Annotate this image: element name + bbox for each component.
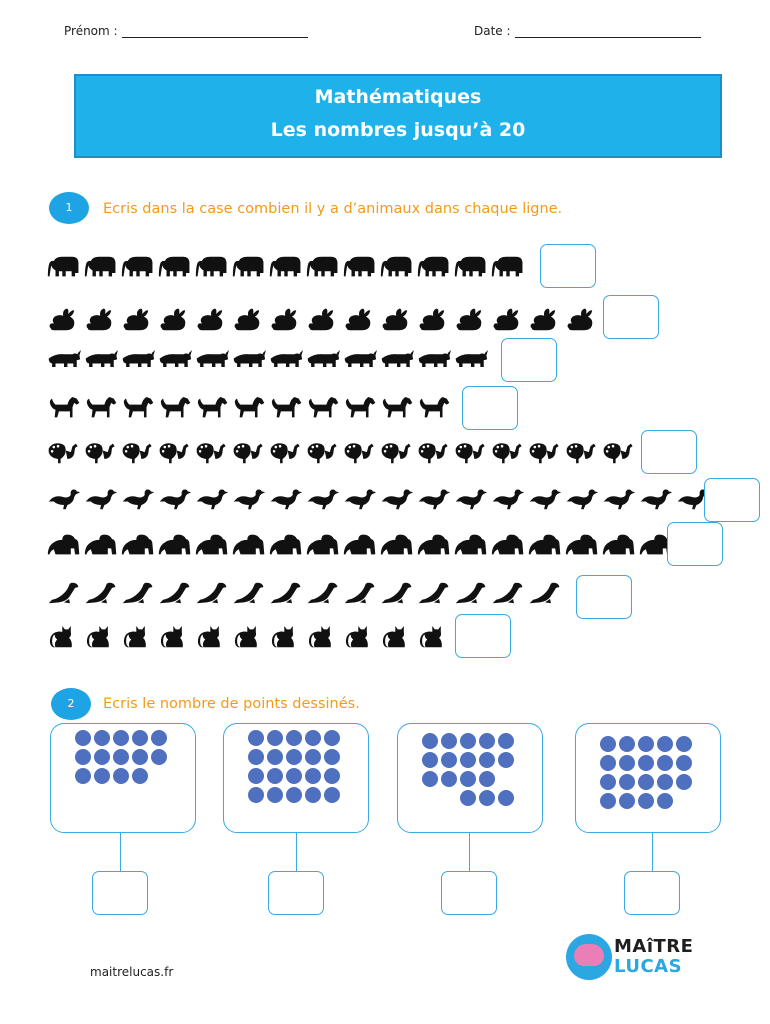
gorilla-icon — [343, 530, 377, 560]
goose-icon — [195, 484, 229, 514]
dot — [324, 730, 340, 746]
dot — [324, 749, 340, 765]
rabbit-icon — [491, 305, 525, 335]
peacock-icon — [343, 438, 377, 468]
dot — [657, 736, 673, 752]
goose-icon — [417, 484, 451, 514]
seal-icon — [47, 578, 81, 608]
elephant-icon — [380, 252, 414, 282]
horse-icon — [232, 393, 266, 423]
animal-row — [47, 484, 713, 514]
elephant-icon — [158, 252, 192, 282]
answer-box[interactable] — [641, 430, 697, 474]
dot — [498, 752, 514, 768]
dot — [638, 736, 654, 752]
cat-icon — [232, 622, 266, 652]
connector-line — [296, 833, 297, 871]
dot — [305, 768, 321, 784]
peacock-icon — [417, 438, 451, 468]
rabbit-icon — [417, 305, 451, 335]
dot — [132, 749, 148, 765]
horse-icon — [343, 393, 377, 423]
dot — [460, 752, 476, 768]
peacock-icon — [306, 438, 340, 468]
rabbit-icon — [306, 305, 340, 335]
rhino-icon — [269, 346, 303, 376]
peacock-icon — [158, 438, 192, 468]
elephant-icon — [84, 252, 118, 282]
dot — [600, 793, 616, 809]
dot-answer-box[interactable] — [624, 871, 680, 915]
dot — [94, 749, 110, 765]
peacock-icon — [269, 438, 303, 468]
dot — [676, 774, 692, 790]
elephant-icon — [491, 252, 525, 282]
question-2-number: 2 — [51, 688, 91, 720]
dot — [422, 771, 438, 787]
answer-box[interactable] — [501, 338, 557, 382]
elephant-icon — [343, 252, 377, 282]
dot — [286, 749, 302, 765]
seal-icon — [306, 578, 340, 608]
peacock-icon — [84, 438, 118, 468]
dot — [460, 771, 476, 787]
elephant-icon — [269, 252, 303, 282]
seal-icon — [528, 578, 562, 608]
peacock-icon — [380, 438, 414, 468]
horse-icon — [84, 393, 118, 423]
dot — [479, 790, 495, 806]
rhino-icon — [343, 346, 377, 376]
rabbit-icon — [528, 305, 562, 335]
answer-box[interactable] — [704, 478, 760, 522]
dot — [657, 774, 673, 790]
gorilla-icon — [84, 530, 118, 560]
connector-line — [469, 833, 470, 871]
dot — [676, 755, 692, 771]
dot — [638, 774, 654, 790]
dot — [422, 752, 438, 768]
gorilla-icon — [417, 530, 451, 560]
gorilla-icon — [602, 530, 636, 560]
dot — [248, 749, 264, 765]
cat-icon — [417, 622, 451, 652]
peacock-icon — [47, 438, 81, 468]
peacock-icon — [491, 438, 525, 468]
rabbit-icon — [380, 305, 414, 335]
gorilla-icon — [306, 530, 340, 560]
goose-icon — [639, 484, 673, 514]
horse-icon — [158, 393, 192, 423]
dot-panel — [575, 723, 721, 833]
dot — [479, 771, 495, 787]
animal-row — [47, 622, 454, 652]
dot — [422, 733, 438, 749]
date-input-line[interactable] — [515, 26, 701, 38]
dot — [600, 736, 616, 752]
cat-icon — [269, 622, 303, 652]
goose-icon — [528, 484, 562, 514]
elephant-icon — [195, 252, 229, 282]
dot — [498, 790, 514, 806]
topic-title: Les nombres jusqu’à 20 — [270, 119, 526, 141]
date-field — [474, 24, 701, 38]
rabbit-icon — [158, 305, 192, 335]
rhino-icon — [454, 346, 488, 376]
dot — [619, 755, 635, 771]
peacock-icon — [602, 438, 636, 468]
rabbit-icon — [121, 305, 155, 335]
connector-line — [652, 833, 653, 871]
dot — [132, 768, 148, 784]
answer-box[interactable] — [540, 244, 596, 288]
dot-panel — [50, 723, 196, 833]
dot — [638, 755, 654, 771]
maitre-lucas-logo — [566, 932, 696, 982]
gorilla-icon — [269, 530, 303, 560]
animal-row — [47, 305, 602, 335]
answer-box[interactable] — [576, 575, 632, 619]
seal-icon — [121, 578, 155, 608]
logo-line-2: LUCAS — [614, 956, 683, 977]
title-banner — [74, 74, 722, 158]
goose-icon — [454, 484, 488, 514]
logo-line-1: MAîTRE — [614, 936, 694, 957]
gorilla-icon — [195, 530, 229, 560]
dot — [657, 755, 673, 771]
answer-box[interactable] — [667, 522, 723, 566]
peacock-icon — [232, 438, 266, 468]
horse-icon — [195, 393, 229, 423]
dot — [638, 793, 654, 809]
gorilla-icon — [232, 530, 266, 560]
seal-icon — [417, 578, 451, 608]
dot — [600, 755, 616, 771]
cat-icon — [195, 622, 229, 652]
brain-icon — [574, 944, 604, 966]
rabbit-icon — [343, 305, 377, 335]
dot — [113, 730, 129, 746]
dot — [286, 768, 302, 784]
dot — [267, 787, 283, 803]
dot — [113, 749, 129, 765]
animal-row — [47, 393, 454, 423]
dot — [498, 733, 514, 749]
animal-row — [47, 578, 565, 608]
rabbit-icon — [269, 305, 303, 335]
dot — [460, 790, 476, 806]
dot — [75, 749, 91, 765]
peacock-icon — [454, 438, 488, 468]
prenom-label: Prénom : — [64, 24, 118, 38]
dot-answer-box[interactable] — [268, 871, 324, 915]
rabbit-icon — [232, 305, 266, 335]
prenom-input-line[interactable] — [122, 26, 308, 38]
rhino-icon — [121, 346, 155, 376]
cat-icon — [47, 622, 81, 652]
dot — [460, 733, 476, 749]
elephant-icon — [306, 252, 340, 282]
animal-row — [47, 530, 676, 560]
animal-row — [47, 438, 639, 468]
dot — [75, 768, 91, 784]
question-2-instruction: Ecris le nombre de points dessinés. — [103, 696, 360, 712]
animal-row — [47, 252, 528, 282]
gorilla-icon — [380, 530, 414, 560]
dot — [324, 787, 340, 803]
question-1-instruction: Ecris dans la case combien il y a d’animaux dans chaque ligne. — [103, 201, 563, 217]
dot — [75, 730, 91, 746]
dot — [479, 752, 495, 768]
dot — [479, 733, 495, 749]
seal-icon — [84, 578, 118, 608]
answer-box[interactable] — [455, 614, 511, 658]
dot — [619, 774, 635, 790]
dot-answer-box[interactable] — [441, 871, 497, 915]
dot — [441, 752, 457, 768]
answer-box[interactable] — [603, 295, 659, 339]
rabbit-icon — [565, 305, 599, 335]
rhino-icon — [84, 346, 118, 376]
goose-icon — [47, 484, 81, 514]
dot — [267, 730, 283, 746]
rhino-icon — [158, 346, 192, 376]
answer-box[interactable] — [462, 386, 518, 430]
footer-url: maitrelucas.fr — [90, 965, 174, 979]
dot — [248, 730, 264, 746]
gorilla-icon — [565, 530, 599, 560]
elephant-icon — [121, 252, 155, 282]
goose-icon — [158, 484, 192, 514]
horse-icon — [380, 393, 414, 423]
gorilla-icon — [454, 530, 488, 560]
dot — [657, 793, 673, 809]
horse-icon — [47, 393, 81, 423]
goose-icon — [121, 484, 155, 514]
cat-icon — [158, 622, 192, 652]
cat-icon — [306, 622, 340, 652]
animal-row — [47, 346, 491, 376]
cat-icon — [343, 622, 377, 652]
dot — [305, 787, 321, 803]
gorilla-icon — [491, 530, 525, 560]
rabbit-icon — [47, 305, 81, 335]
horse-icon — [269, 393, 303, 423]
dot — [441, 771, 457, 787]
rhino-icon — [47, 346, 81, 376]
seal-icon — [195, 578, 229, 608]
dot — [676, 736, 692, 752]
horse-icon — [121, 393, 155, 423]
horse-icon — [306, 393, 340, 423]
dot — [94, 730, 110, 746]
goose-icon — [269, 484, 303, 514]
connector-line — [120, 833, 121, 871]
seal-icon — [269, 578, 303, 608]
dot — [286, 787, 302, 803]
goose-icon — [232, 484, 266, 514]
seal-icon — [232, 578, 266, 608]
cat-icon — [121, 622, 155, 652]
gorilla-icon — [528, 530, 562, 560]
gorilla-icon — [47, 530, 81, 560]
dot — [324, 768, 340, 784]
peacock-icon — [528, 438, 562, 468]
dot — [441, 733, 457, 749]
rabbit-icon — [195, 305, 229, 335]
dot — [151, 749, 167, 765]
dot — [94, 768, 110, 784]
dot — [619, 736, 635, 752]
elephant-icon — [454, 252, 488, 282]
elephant-icon — [232, 252, 266, 282]
peacock-icon — [195, 438, 229, 468]
goose-icon — [491, 484, 525, 514]
dot — [619, 793, 635, 809]
goose-icon — [602, 484, 636, 514]
dot-panel — [397, 723, 543, 833]
dot — [113, 768, 129, 784]
question-1-number: 1 — [49, 192, 89, 224]
seal-icon — [343, 578, 377, 608]
gorilla-icon — [158, 530, 192, 560]
rhino-icon — [380, 346, 414, 376]
dot — [286, 730, 302, 746]
rabbit-icon — [84, 305, 118, 335]
horse-icon — [417, 393, 451, 423]
rhino-icon — [232, 346, 266, 376]
seal-icon — [158, 578, 192, 608]
date-label: Date : — [474, 24, 511, 38]
subject-title: Mathématiques — [314, 86, 482, 108]
seal-icon — [380, 578, 414, 608]
rhino-icon — [306, 346, 340, 376]
elephant-icon — [417, 252, 451, 282]
dot — [267, 768, 283, 784]
rhino-icon — [417, 346, 451, 376]
dot — [132, 730, 148, 746]
cat-icon — [84, 622, 118, 652]
dot — [305, 749, 321, 765]
dot — [248, 787, 264, 803]
seal-icon — [491, 578, 525, 608]
dot-answer-box[interactable] — [92, 871, 148, 915]
goose-icon — [343, 484, 377, 514]
dot — [151, 730, 167, 746]
cat-icon — [380, 622, 414, 652]
peacock-icon — [121, 438, 155, 468]
dot-panel — [223, 723, 369, 833]
dot — [600, 774, 616, 790]
elephant-icon — [47, 252, 81, 282]
goose-icon — [306, 484, 340, 514]
peacock-icon — [565, 438, 599, 468]
rhino-icon — [195, 346, 229, 376]
dot — [305, 730, 321, 746]
goose-icon — [380, 484, 414, 514]
prenom-field — [64, 24, 308, 38]
dot — [267, 749, 283, 765]
seal-icon — [454, 578, 488, 608]
goose-icon — [565, 484, 599, 514]
gorilla-icon — [121, 530, 155, 560]
goose-icon — [84, 484, 118, 514]
dot — [248, 768, 264, 784]
rabbit-icon — [454, 305, 488, 335]
